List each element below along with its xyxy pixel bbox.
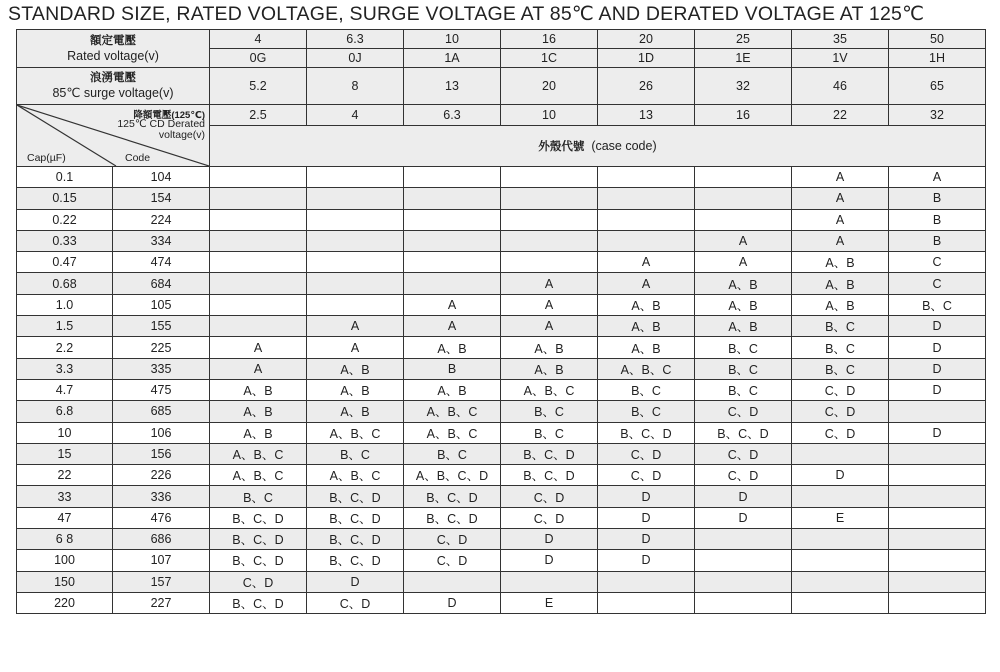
case-code-cell: D [404,592,501,613]
case-code-cell: C、D [695,465,792,486]
surge-voltage-cell: 46 [792,68,889,105]
code-cell: 475 [113,379,210,400]
table-row [17,401,986,422]
capacitance-cell: 0.1 [17,167,113,188]
capacitance-cell: 100 [17,550,113,571]
case-code-cell: D [598,529,695,550]
case-code-cell: A、B、C [210,443,307,464]
case-code-cell: D [501,529,598,550]
case-code-cell: C、D [792,422,889,443]
code-cell: 155 [113,316,210,337]
case-code-cell: B、C [598,401,695,422]
case-code-cell [792,443,889,464]
page-title: STANDARD SIZE, RATED VOLTAGE, SURGE VOLTAGE AT 85℃ AND DERATED VOLTAGE AT 125℃ [8,3,925,25]
case-code-cell: B、C [792,337,889,358]
derated-voltage-cell: 2.5 [210,105,307,126]
case-code-cell [598,209,695,230]
rated-voltage-cell: 6.3 [307,30,404,49]
case-code-cell: C、D [598,443,695,464]
case-code-cell [210,316,307,337]
case-code-cell [307,188,404,209]
case-code-cell: A、B [210,379,307,400]
case-code-cell: A、B、C [210,465,307,486]
case-code-cell: B、C、D [307,507,404,528]
case-code-cell: E [792,507,889,528]
case-code-cell: B、C、D [695,422,792,443]
code-cell: 104 [113,167,210,188]
case-code-cell [404,167,501,188]
derated-voltage-cn: 降額電壓(125℃) [133,110,205,121]
case-code-cell: A [501,294,598,315]
case-code-cell: A [598,252,695,273]
table-row [17,550,986,571]
case-code-cell [889,529,986,550]
case-code-cell [404,273,501,294]
case-code-cell: A [210,337,307,358]
derated-voltage-cell: 10 [501,105,598,126]
case-code-cell: B、C、D [210,529,307,550]
case-code-cell [307,230,404,251]
surge-voltage-cn: 浪湧電壓 [90,72,136,84]
case-code-cell: B、C、D [307,486,404,507]
rated-voltage-cell: 4 [210,30,307,49]
table-row [17,592,986,613]
case-code-cell [210,294,307,315]
code-cell: 225 [113,337,210,358]
case-code-cell: A、B、C、D [404,465,501,486]
capacitance-cell: 47 [17,507,113,528]
rated-voltage-cell: 35 [792,30,889,49]
case-code-cell [501,209,598,230]
case-code-cell: A [307,316,404,337]
derated-voltage-cell: 13 [598,105,695,126]
case-code-cell: A、B、C [404,422,501,443]
case-code-cell [501,167,598,188]
case-code-cell: A、B、C [307,422,404,443]
case-code-cell [889,571,986,592]
case-code-cell: B、C [695,379,792,400]
table-row [17,379,986,400]
case-code-cell: B、C [695,337,792,358]
case-code-cell: A、B [307,358,404,379]
code-cell: 107 [113,550,210,571]
case-code-cell: C、D [501,486,598,507]
capacitance-cell: 150 [17,571,113,592]
case-code-cell: B、C [695,358,792,379]
table-row [17,486,986,507]
case-code-cell: D [598,486,695,507]
rated-voltage-en: Rated voltage(v) [67,48,159,63]
case-code-cell [210,188,307,209]
case-code-cell: A [501,273,598,294]
capacitance-cell: 22 [17,465,113,486]
case-code-cell [210,252,307,273]
code-cell: 156 [113,443,210,464]
case-code-cell [695,550,792,571]
case-code-cell: C、D [404,529,501,550]
case-code-cell: A、B [307,379,404,400]
case-code-cell: D [889,337,986,358]
code-cell: 686 [113,529,210,550]
capacitance-cell: 0.15 [17,188,113,209]
case-code-cell: B、C [307,443,404,464]
case-code-cell: A [501,316,598,337]
surge-voltage-cell: 26 [598,68,695,105]
derated-voltage-row [17,105,986,126]
case-code-cell: B [404,358,501,379]
table-row [17,316,986,337]
case-code-cell: D [889,316,986,337]
surge-voltage-cell: 5.2 [210,68,307,105]
case-code-cell: A [792,230,889,251]
table-row [17,294,986,315]
case-code-cell [501,571,598,592]
case-code-cell [307,252,404,273]
case-code-cell: C、D [307,592,404,613]
case-code-cell [889,486,986,507]
case-code-cell: A [404,316,501,337]
case-code-cell: A [307,337,404,358]
case-code-cell: B、C、D [210,592,307,613]
case-code-cell [210,167,307,188]
case-code-cell [307,209,404,230]
code-cell: 334 [113,230,210,251]
case-code-cell [307,167,404,188]
code-cell: 227 [113,592,210,613]
case-code-cell: A [792,167,889,188]
case-code-cell [792,592,889,613]
derated-voltage-cell: 6.3 [404,105,501,126]
voltage-code-cell: 0J [307,49,404,68]
case-code-cell: E [501,592,598,613]
case-code-cell: A、B、C [501,379,598,400]
case-code-cell [695,529,792,550]
derated-voltage-en [117,119,205,141]
surge-voltage-cell: 8 [307,68,404,105]
case-code-cell: A、B [792,252,889,273]
case-code-cell [695,592,792,613]
case-code-cell: B、C [210,486,307,507]
case-code-cell: B、C、D [307,550,404,571]
case-code-cell: C [889,273,986,294]
case-code-cell: D [695,507,792,528]
case-code-cell [695,188,792,209]
table-row [17,188,986,209]
case-code-cell [404,188,501,209]
case-code-cell: A、B [598,316,695,337]
case-code-cell: D [792,465,889,486]
surge-voltage-cell: 13 [404,68,501,105]
surge-voltage-header [17,68,210,105]
case-code-cell: A [792,188,889,209]
case-code-cell [404,252,501,273]
case-code-cell [695,571,792,592]
code-cell: 476 [113,507,210,528]
case-code-cell [210,273,307,294]
capacitance-cell: 0.22 [17,209,113,230]
capacitance-cell: 6.8 [17,401,113,422]
case-code-cell: D [598,507,695,528]
code-cell: 684 [113,273,210,294]
case-code-cell: A、B、C [307,465,404,486]
rated-voltage-row [17,30,986,49]
case-code-cell: B、C [501,422,598,443]
table-row [17,358,986,379]
surge-voltage-row [17,68,986,105]
case-code-cell: B、C [889,294,986,315]
rated-voltage-header [17,30,210,68]
case-code-cell: B [889,209,986,230]
case-code-cell [501,188,598,209]
table-row [17,337,986,358]
case-code-cell: A、B [210,401,307,422]
capacitance-cell: 3.3 [17,358,113,379]
case-code-cell: A [695,252,792,273]
case-code-cell [598,592,695,613]
case-code-cell: A、B [792,294,889,315]
case-code-cell: A [598,273,695,294]
voltage-code-cell: 1C [501,49,598,68]
code-cell: 685 [113,401,210,422]
case-code-cell: C、D [404,550,501,571]
case-code-cell [792,571,889,592]
code-cell: 154 [113,188,210,209]
case-code-cell: B、C [792,316,889,337]
case-code-cell: A、B [307,401,404,422]
case-code-cell: A [210,358,307,379]
case-code-cell: B、C、D [307,529,404,550]
case-code-cell: D [598,550,695,571]
capacitance-cell: 0.68 [17,273,113,294]
case-code-cell: A、B、C [404,401,501,422]
case-code-cell: A、B [501,337,598,358]
derated-voltage-en-line-2: voltage(v) [158,129,205,141]
case-code-cell: A [792,209,889,230]
case-code-cell [889,443,986,464]
case-code-cell: B、C、D [404,507,501,528]
code-cell: 106 [113,422,210,443]
case-code-cell: A、B [598,294,695,315]
case-code-cell: B [889,230,986,251]
case-code-cell [307,273,404,294]
surge-voltage-cell: 20 [501,68,598,105]
case-code-cell [404,209,501,230]
case-code-cell: B、C、D [210,507,307,528]
derated-voltage-cell: 32 [889,105,986,126]
capacitance-cell: 33 [17,486,113,507]
case-code-cell: D [307,571,404,592]
case-code-cell: A、B [695,316,792,337]
table-row [17,465,986,486]
rated-voltage-cell: 25 [695,30,792,49]
case-code-cell: B、C [792,358,889,379]
voltage-code-cell: 0G [210,49,307,68]
capacitance-cell: 0.47 [17,252,113,273]
case-code-cell: A [695,230,792,251]
code-cell: 474 [113,252,210,273]
voltage-code-cell: 1D [598,49,695,68]
case-code-cell: A、B [501,358,598,379]
case-code-cell [598,571,695,592]
capacitance-cell: 1.0 [17,294,113,315]
diagonal-header-cell [17,105,210,167]
case-code-en: (case code) [591,139,657,153]
case-code-cell: C、D [792,401,889,422]
capacitance-cell: 2.2 [17,337,113,358]
case-code-cell: B、C [404,443,501,464]
case-code-cell: B、C [501,401,598,422]
case-code-cell [598,167,695,188]
surge-voltage-cell: 32 [695,68,792,105]
rated-voltage-cell: 10 [404,30,501,49]
case-code-cell: B、C、D [501,443,598,464]
case-code-cell: D [695,486,792,507]
derated-voltage-cell: 22 [792,105,889,126]
table-row [17,443,986,464]
case-code-cell: A、B [210,422,307,443]
case-code-cell [210,209,307,230]
case-code-cell: C、D [695,401,792,422]
case-code-cell [695,209,792,230]
capacitance-cell: 15 [17,443,113,464]
case-code-cell: C [889,252,986,273]
case-code-header [210,126,986,167]
table-row [17,273,986,294]
rated-voltage-cell: 20 [598,30,695,49]
case-code-cell [792,486,889,507]
derated-voltage-en-line-1: 125℃ CD Derated [117,118,205,130]
capacitance-cell: 220 [17,592,113,613]
code-cell: 226 [113,465,210,486]
table-row [17,529,986,550]
case-code-cell: A、B [404,379,501,400]
case-code-cell: A、B [404,337,501,358]
case-code-cell: D [889,358,986,379]
rated-voltage-cell: 50 [889,30,986,49]
derated-voltage-cell: 16 [695,105,792,126]
capacitance-cell: 6 8 [17,529,113,550]
case-code-cell: A [889,167,986,188]
case-code-cell [307,294,404,315]
rated-voltage-cn: 額定電壓 [90,34,136,47]
case-code-cell: A、B [695,294,792,315]
voltage-code-cell: 1E [695,49,792,68]
case-code-cell: D [501,550,598,571]
case-code-cell: A [404,294,501,315]
case-code-cell: A、B、C [598,358,695,379]
case-code-cell: A、B [792,273,889,294]
case-code-cell: C、D [695,443,792,464]
code-cell: 157 [113,571,210,592]
case-code-cell [598,230,695,251]
case-code-cell: A、B [598,337,695,358]
capacitance-cell: 4.7 [17,379,113,400]
derated-voltage-cell: 4 [307,105,404,126]
table-row [17,507,986,528]
case-code-cell [501,230,598,251]
capacitance-cell: 0.33 [17,230,113,251]
case-code-cell: B、C、D [598,422,695,443]
voltage-code-cell: 1A [404,49,501,68]
voltage-case-table [16,29,986,614]
case-code-cell [792,550,889,571]
case-code-cell [695,167,792,188]
table-row [17,209,986,230]
case-code-cell: C、D [792,379,889,400]
case-code-cell: C、D [501,507,598,528]
case-code-cell [404,230,501,251]
surge-voltage-en: 85℃ surge voltage(v) [52,86,174,100]
case-code-cell: B、C、D [210,550,307,571]
case-code-cell [889,550,986,571]
case-code-cell: D [889,422,986,443]
case-code-cell: D [889,379,986,400]
case-code-cell [598,188,695,209]
case-code-cell: A、B [695,273,792,294]
capacitance-header: Cap(µF) [27,152,66,164]
voltage-code-cell: 1V [792,49,889,68]
code-header: Code [125,152,151,164]
case-code-cell [889,465,986,486]
case-code-cell [792,529,889,550]
table-row [17,422,986,443]
case-code-cell: C、D [210,571,307,592]
case-code-cell [889,507,986,528]
code-cell: 105 [113,294,210,315]
case-code-cell [404,571,501,592]
voltage-code-cell: 1H [889,49,986,68]
table-row [17,571,986,592]
code-cell: 224 [113,209,210,230]
table-row [17,167,986,188]
case-code-cell: B、C [598,379,695,400]
case-code-cell [889,401,986,422]
rated-voltage-cell: 16 [501,30,598,49]
surge-voltage-cell: 65 [889,68,986,105]
case-code-cell [501,252,598,273]
case-code-cell: B、C、D [501,465,598,486]
capacitance-cell: 10 [17,422,113,443]
case-code-cell: C、D [598,465,695,486]
case-code-cell [210,230,307,251]
capacitance-cell: 1.5 [17,316,113,337]
case-code-cn: 外殼代號 [538,141,585,153]
code-cell: 335 [113,358,210,379]
case-code-cell: B、C、D [404,486,501,507]
code-cell: 336 [113,486,210,507]
case-code-cell: B [889,188,986,209]
table-row [17,230,986,251]
case-code-cell [889,592,986,613]
table-row [17,252,986,273]
